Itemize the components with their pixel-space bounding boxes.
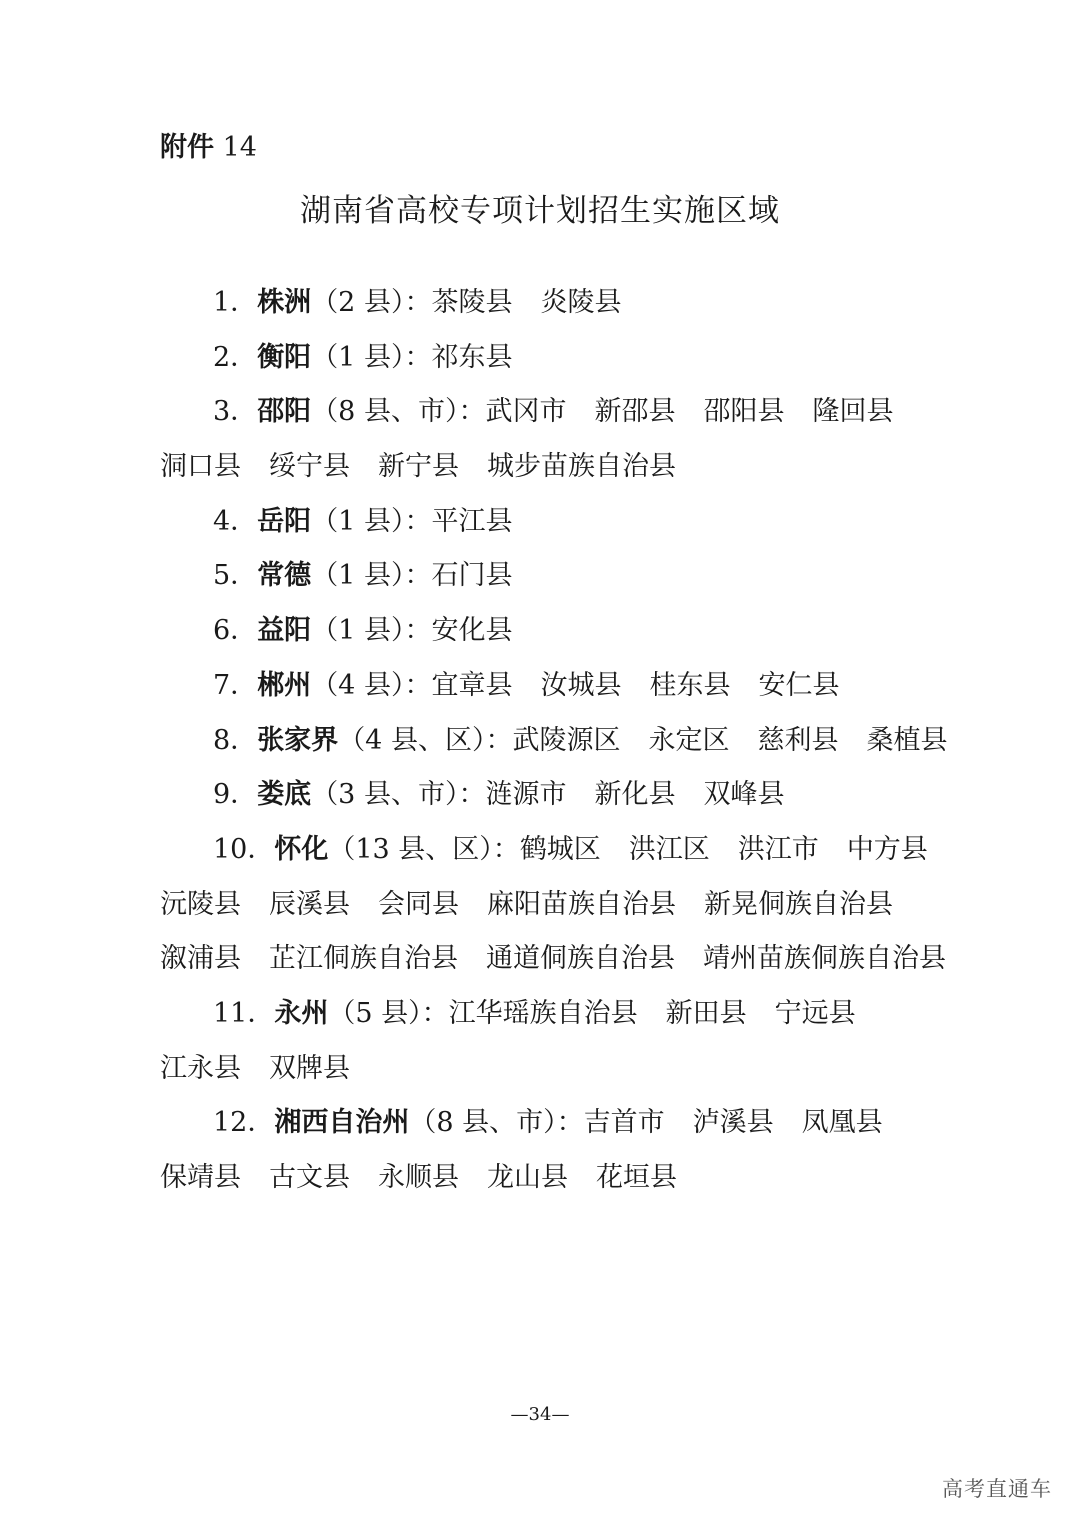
county-item: 新化县 [594,779,676,811]
county-item: 双峰县 [703,779,785,811]
city-name: 衡阳 [257,341,312,373]
county-count: （1 县）： [311,341,432,373]
county-item: 汝城县 [540,669,622,701]
city-name: 郴州 [257,669,312,701]
county-item: 新宁县 [378,451,459,483]
entry-number: 5． [213,560,258,592]
region-entry-continuation [160,1042,930,1097]
entry-number: 6． [213,615,258,647]
county-item: 中方县 [846,833,928,865]
county-item: 慈利县 [757,724,839,756]
county-item: 武冈市 [485,396,567,428]
county-item: 古文县 [269,1162,350,1193]
county-item: 泸溪县 [692,1107,774,1139]
county-count: （4 县、区）： [338,724,513,756]
county-item: 桑植县 [866,724,948,756]
county-count: （8 县、市）： [409,1107,584,1139]
entry-number: 2． [213,341,258,373]
county-item: 城步苗族自治县 [487,451,676,483]
county-item: 新邵县 [594,396,676,428]
attachment-header [160,128,257,168]
county-item: 会同县 [378,888,459,920]
county-item: 邵阳县 [703,396,785,428]
entry-number: 4． [213,505,258,537]
region-entry-continuation [160,878,930,933]
county-count: （13 县、区）： [328,833,520,865]
county-item: 双牌县 [269,1052,350,1084]
attachment-number: 14 [222,132,257,163]
city-name: 益阳 [257,615,312,647]
county-count: （8 县、市）： [311,396,486,428]
city-name: 娄底 [257,779,312,811]
county-item: 新晃侗族自治县 [704,888,893,920]
watermark: 高考直通车 [942,1477,1052,1501]
city-name: 常德 [257,560,312,592]
county-item: 洞口县 [160,451,241,483]
county-item: 凤凰县 [801,1107,883,1139]
county-item: 安化县 [431,615,513,647]
region-entry [160,659,930,714]
city-name: 永州 [274,997,329,1029]
county-item: 麻阳苗族自治县 [487,888,676,920]
region-entry [160,987,930,1042]
county-item: 江华瑶族自治县 [448,997,638,1029]
city-name: 岳阳 [257,505,312,537]
county-item: 涟源市 [485,779,567,811]
county-item: 祁东县 [431,341,513,373]
entry-number: 11． [213,997,275,1029]
county-item: 永顺县 [378,1162,459,1193]
region-entry [160,768,930,823]
entry-number: 9． [213,779,258,811]
region-entry [160,331,930,386]
entry-number: 3． [213,396,258,428]
county-item: 江永县 [160,1052,241,1084]
page-number: —34— [510,1404,570,1425]
county-item: 永定区 [648,724,730,756]
county-item: 溆浦县 [160,943,241,975]
county-item: 洪江市 [737,833,819,865]
county-count: （1 县）： [311,560,432,592]
region-entry [160,495,930,550]
county-item: 花垣县 [596,1162,677,1193]
county-count: （4 县）： [311,669,432,701]
region-entry-continuation [160,1151,930,1206]
county-item: 保靖县 [160,1162,241,1193]
county-item: 通道侗族自治县 [486,943,675,975]
county-item: 绥宁县 [269,451,350,483]
county-count: （3 县、市）： [311,779,486,811]
region-entry [160,276,930,331]
county-item: 武陵源区 [512,724,621,756]
city-name: 株洲 [257,287,312,318]
county-item: 宜章县 [431,669,513,701]
county-item: 芷江侗族自治县 [269,943,458,975]
county-item: 炎陵县 [540,287,622,318]
county-item: 靖州苗族侗族自治县 [703,943,946,975]
region-entry [160,549,930,604]
county-item: 新田县 [665,997,747,1029]
county-item: 辰溪县 [269,888,350,920]
county-item: 桂东县 [649,669,731,701]
region-entry [160,604,930,659]
county-item: 石门县 [431,560,513,592]
city-name: 湘西自治州 [274,1107,410,1139]
county-item: 鹤城区 [519,833,601,865]
county-item: 隆回县 [812,396,894,428]
county-item: 吉首市 [583,1107,665,1139]
region-entry [160,823,930,878]
region-entry-continuation [160,932,946,987]
county-count: （2 县）： [311,287,432,318]
city-name: 怀化 [274,833,329,865]
region-entry [160,1096,930,1151]
entry-number: 1． [213,287,258,318]
region-list [160,276,948,1206]
entry-number: 12． [213,1107,275,1139]
county-item: 洪江区 [628,833,710,865]
county-item: 宁远县 [774,997,856,1029]
region-entry [160,385,930,440]
city-name: 邵阳 [257,396,312,428]
county-count: （1 县）： [311,505,432,537]
county-item: 沅陵县 [160,888,241,920]
city-name: 张家界 [257,724,339,756]
county-item: 平江县 [431,505,513,537]
county-count: （1 县）： [311,615,432,647]
county-count: （5 县）： [328,997,449,1029]
region-entry [160,714,948,769]
entry-number: 8． [213,724,258,756]
entry-number: 10． [213,833,275,865]
region-entry-continuation [160,440,930,495]
attachment-label: 附件 [160,132,214,163]
county-item: 茶陵县 [431,287,513,318]
county-item: 安仁县 [758,669,840,701]
document-title: 湖南省高校专项计划招生实施区域 [300,193,780,229]
county-item: 龙山县 [487,1162,568,1193]
entry-number: 7． [213,669,258,701]
